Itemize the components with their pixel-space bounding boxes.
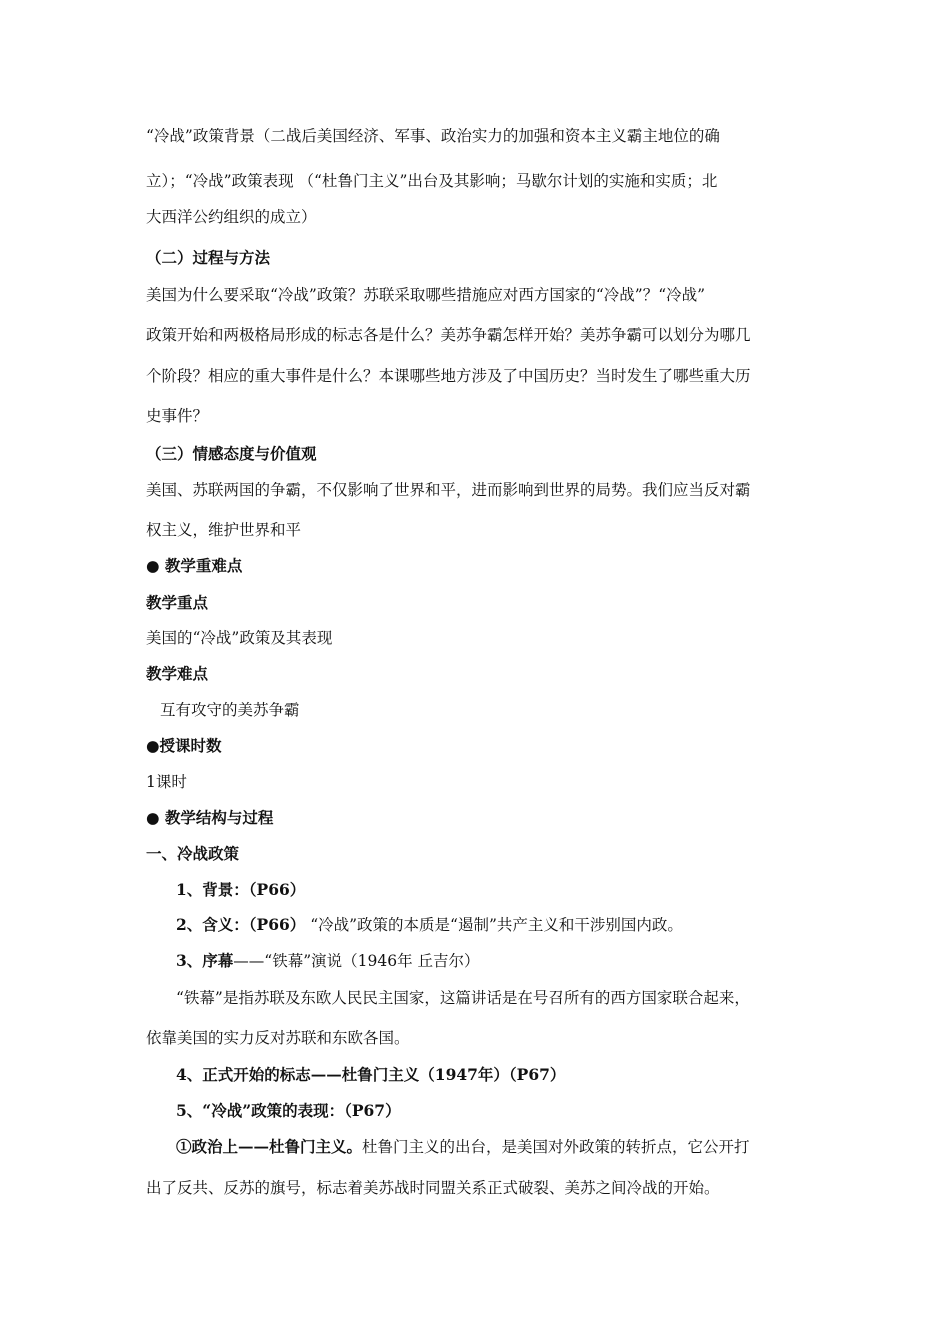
list-item <box>176 1135 750 1157</box>
difficulty-label: 教学难点 <box>146 664 209 683</box>
item-text: ——“铁幕”演说（1946年 丘吉尔） <box>233 952 480 970</box>
paragraph-line: 立）；“冷战”政策表现 （“杜鲁门主义”出台及其影响；马歇尔计划的实施和实质；北 <box>146 172 718 190</box>
paragraph-line: 个阶段？相应的重大事件是什么？本课哪些地方涉及了中国历史？当时发生了哪些重大历 <box>146 367 751 385</box>
list-item: 1、背景：（P66） <box>176 880 306 899</box>
paragraph-line: 美国为什么要采取“冷战”政策？苏联采取哪些措施应对西方国家的“冷战”？“冷战” <box>146 286 706 304</box>
item-text: “冷战”政策的本质是“遏制”共产主义和干涉别国内政。 <box>305 916 683 934</box>
focus-label: 教学重点 <box>146 593 209 612</box>
focus-text: 美国的“冷战”政策及其表现 <box>146 629 333 647</box>
section-heading: ● 教学结构与过程 <box>146 808 274 827</box>
list-item <box>176 913 683 935</box>
paragraph-line: “铁幕”是指苏联及东欧人民民主国家，这篇讲话是在号召所有的西方国家联合起来， <box>176 989 750 1007</box>
paragraph-line: 政策开始和两极格局形成的标志各是什么？美苏争霸怎样开始？美苏争霸可以划分为哪几 <box>146 326 751 344</box>
paragraph-line: 大西洋公约组织的成立） <box>146 208 317 226</box>
section-heading: （三）情感态度与价值观 <box>146 444 317 463</box>
paragraph-line: “冷战”政策背景（二战后美国经济、军事、政治实力的加强和资本主义霸主地位的确 <box>146 127 720 145</box>
section-heading: （二）过程与方法 <box>146 248 271 267</box>
list-item <box>176 949 480 971</box>
item-label: 2、含义：（P66） <box>176 915 306 934</box>
difficulty-text: 互有攻守的美苏争霸 <box>160 701 300 719</box>
paragraph-line: 美国、苏联两国的争霸，不仅影响了世界和平，进而影响到世界的局势。我们应当反对霸 <box>146 481 751 499</box>
part-heading: 一、冷战政策 <box>146 844 240 863</box>
list-item: 4、正式开始的标志——杜鲁门主义（1947年）（P67） <box>176 1065 566 1084</box>
item-label: 3、序幕 <box>176 951 234 970</box>
paragraph-line: 史事件？ <box>146 407 209 425</box>
paragraph-line: 权主义，维护世界和平 <box>146 521 302 539</box>
item-label: ①政治上——杜鲁门主义。 <box>176 1137 363 1156</box>
hours-text: 1课时 <box>146 773 187 791</box>
section-heading: ● 教学重难点 <box>146 556 243 575</box>
item-text: 杜鲁门主义的出台，是美国对外政策的转折点，它公开打 <box>362 1138 750 1156</box>
list-item: 5、“冷战”政策的表现：（P67） <box>176 1101 401 1120</box>
paragraph-line: 出了反共、反苏的旗号，标志着美苏战时同盟关系正式破裂、美苏之间冷战的开始。 <box>146 1179 720 1197</box>
section-heading: ●授课时数 <box>146 736 222 755</box>
paragraph-line: 依靠美国的实力反对苏联和东欧各国。 <box>146 1029 410 1047</box>
